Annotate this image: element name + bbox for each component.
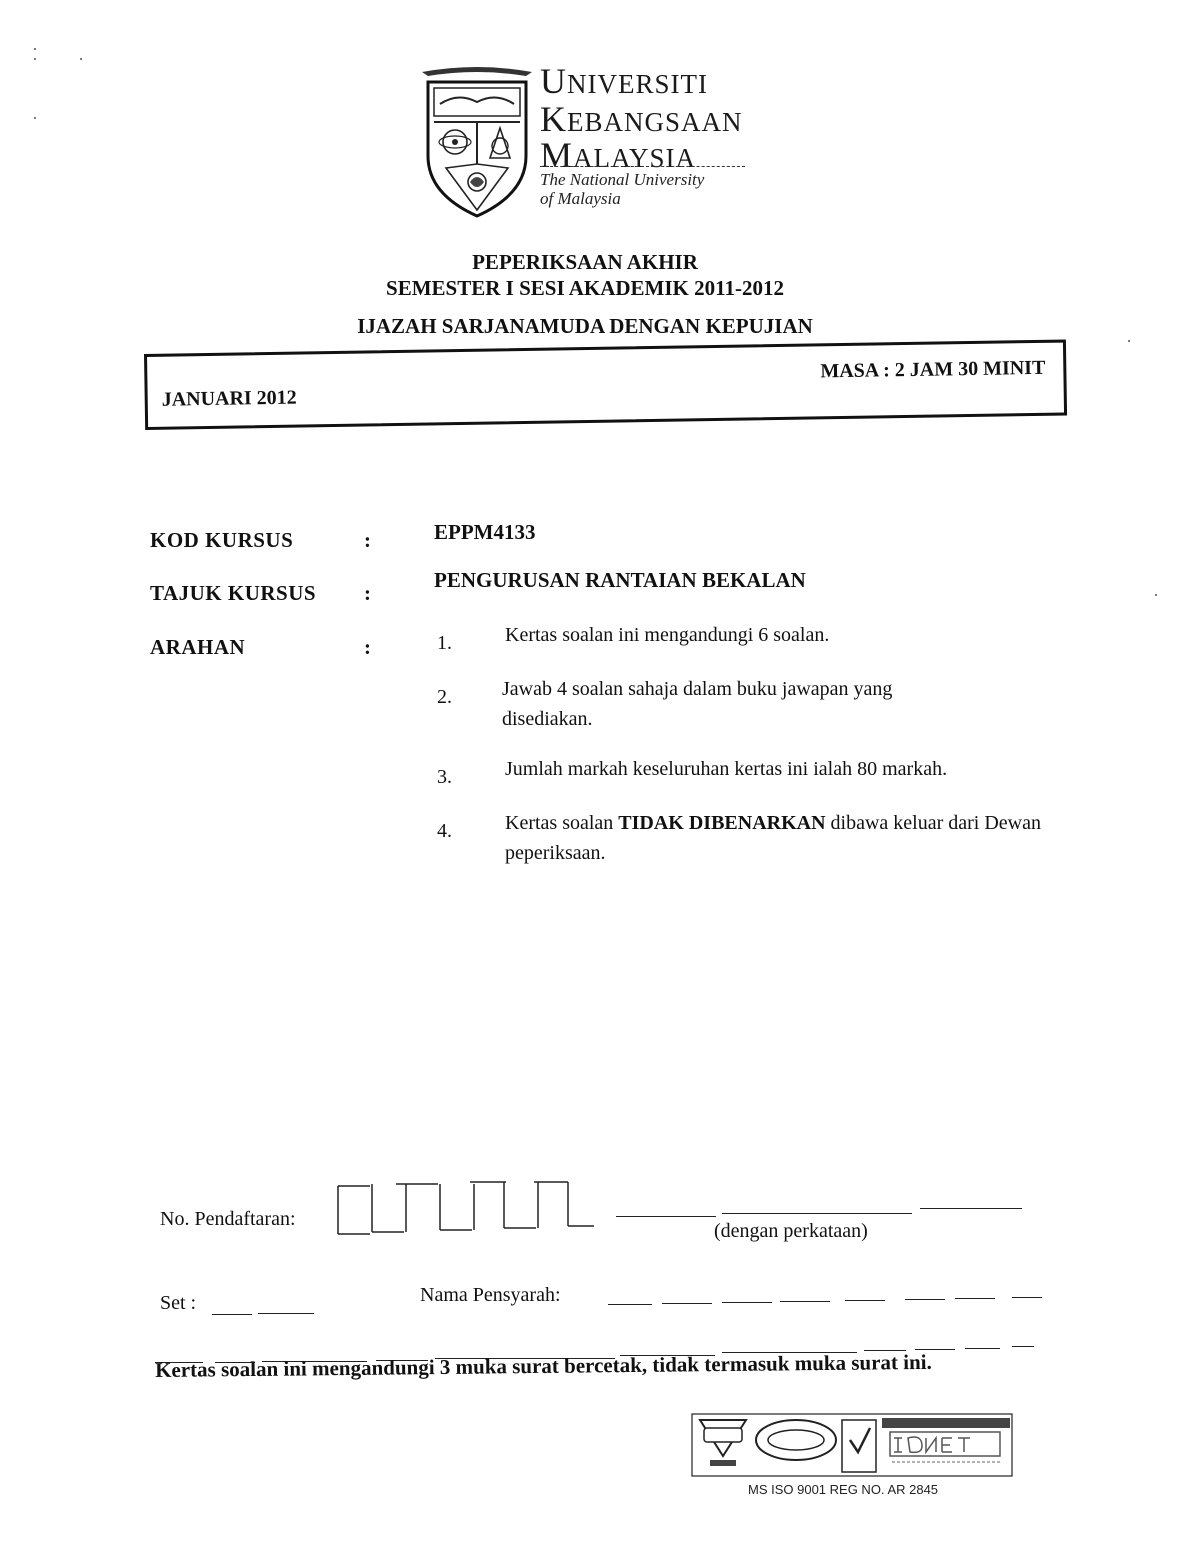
exam-title: PEPERIKSAAN AKHIR: [472, 250, 698, 274]
university-name-line1: [540, 60, 708, 102]
scan-speck: [80, 58, 82, 60]
lecturer-line[interactable]: [780, 1301, 830, 1302]
scan-speck: [34, 117, 36, 119]
university-crest-logo: [418, 64, 536, 220]
university-name-rest: EBANGSAAN: [567, 107, 743, 137]
iso-certification-text: MS ISO 9001 REG NO. AR 2845: [748, 1482, 939, 1497]
in-words-label: (dengan perkataan): [714, 1220, 868, 1242]
university-subtitle-line2: of Malaysia: [540, 189, 621, 208]
colon: :: [364, 581, 371, 605]
form-line[interactable]: [965, 1348, 1000, 1349]
scan-speck: [1128, 340, 1130, 342]
lecturer-line[interactable]: [722, 1302, 772, 1303]
university-name-initial: K: [540, 99, 567, 139]
exam-semester: SEMESTER I SESI AKADEMIK 2011-2012: [386, 276, 784, 300]
set-label: Set :: [160, 1292, 197, 1314]
course-code-label: KOD KURSUS: [150, 528, 294, 552]
lecturer-line[interactable]: [608, 1304, 652, 1305]
instruction-text-part: Kertas soalan: [505, 812, 619, 834]
exam-duration: MASA : 2 JAM 30 MINIT: [820, 356, 1046, 383]
lecturer-line[interactable]: [905, 1299, 945, 1300]
university-subtitle-line1: The National University: [540, 170, 705, 189]
university-name-rule: [540, 166, 745, 167]
university-name-initial: M: [540, 135, 574, 175]
set-line[interactable]: [258, 1313, 314, 1314]
lecturer-line[interactable]: [955, 1298, 995, 1299]
certification-logos: [690, 1410, 1015, 1482]
lecturer-line[interactable]: [662, 1303, 712, 1304]
instruction-text: Kertas soalan ini mengandungi 6 soalan.: [505, 624, 830, 646]
university-name-initial: U: [540, 61, 567, 101]
instruction-text: [505, 808, 1075, 868]
course-code-value: EPPM4133: [434, 520, 536, 544]
colon: :: [364, 635, 371, 659]
instruction-text-part: dibawa keluar dari Dewan peperiksaan.: [505, 812, 1042, 864]
instruction-number: 2.: [437, 686, 452, 708]
scan-speck: [34, 58, 36, 60]
exam-month: JANUARI 2012: [161, 386, 297, 411]
lecturer-label: Nama Pensyarah:: [420, 1284, 561, 1306]
registration-label: No. Pendaftaran:: [160, 1208, 296, 1230]
university-name-rest: ALAYSIA: [573, 143, 697, 173]
instruction-number: 1.: [437, 632, 452, 654]
colon: :: [364, 528, 371, 552]
lecturer-line[interactable]: [845, 1300, 885, 1301]
lecturer-line[interactable]: [1012, 1297, 1042, 1298]
university-name-rest: NIVERSITI: [567, 69, 708, 99]
course-title-label: TAJUK KURSUS: [150, 581, 317, 605]
exam-info-box: [144, 340, 1067, 430]
instruction-text: Jawab 4 soalan sahaja dalam buku jawapan yang disediakan.: [502, 678, 893, 730]
instruction-emphasis: TIDAK DIBENARKAN: [618, 812, 826, 834]
set-line[interactable]: [212, 1314, 252, 1315]
words-line: [722, 1213, 912, 1214]
footer-page-count-note: Kertas soalan ini mengandungi 3 muka surat bercetak, tidak termasuk muka surat ini.: [155, 1349, 932, 1382]
exam-degree: IJAZAH SARJANAMUDA DENGAN KEPUJIAN: [357, 314, 813, 338]
scan-speck: [34, 48, 36, 50]
instructions-label: ARAHAN: [150, 635, 246, 659]
course-title-value: PENGURUSAN RANTAIAN BEKALAN: [434, 568, 806, 592]
instruction-text: Jumlah markah keseluruhan kertas ini ialah 80 markah.: [505, 758, 948, 780]
words-line: [616, 1216, 716, 1217]
scan-speck: [1155, 594, 1157, 596]
instruction-number: 3.: [437, 766, 452, 788]
words-line: [920, 1208, 1022, 1209]
form-line[interactable]: [1012, 1346, 1034, 1347]
instruction-number: 4.: [437, 820, 452, 842]
registration-number-boxes[interactable]: [336, 1180, 598, 1238]
